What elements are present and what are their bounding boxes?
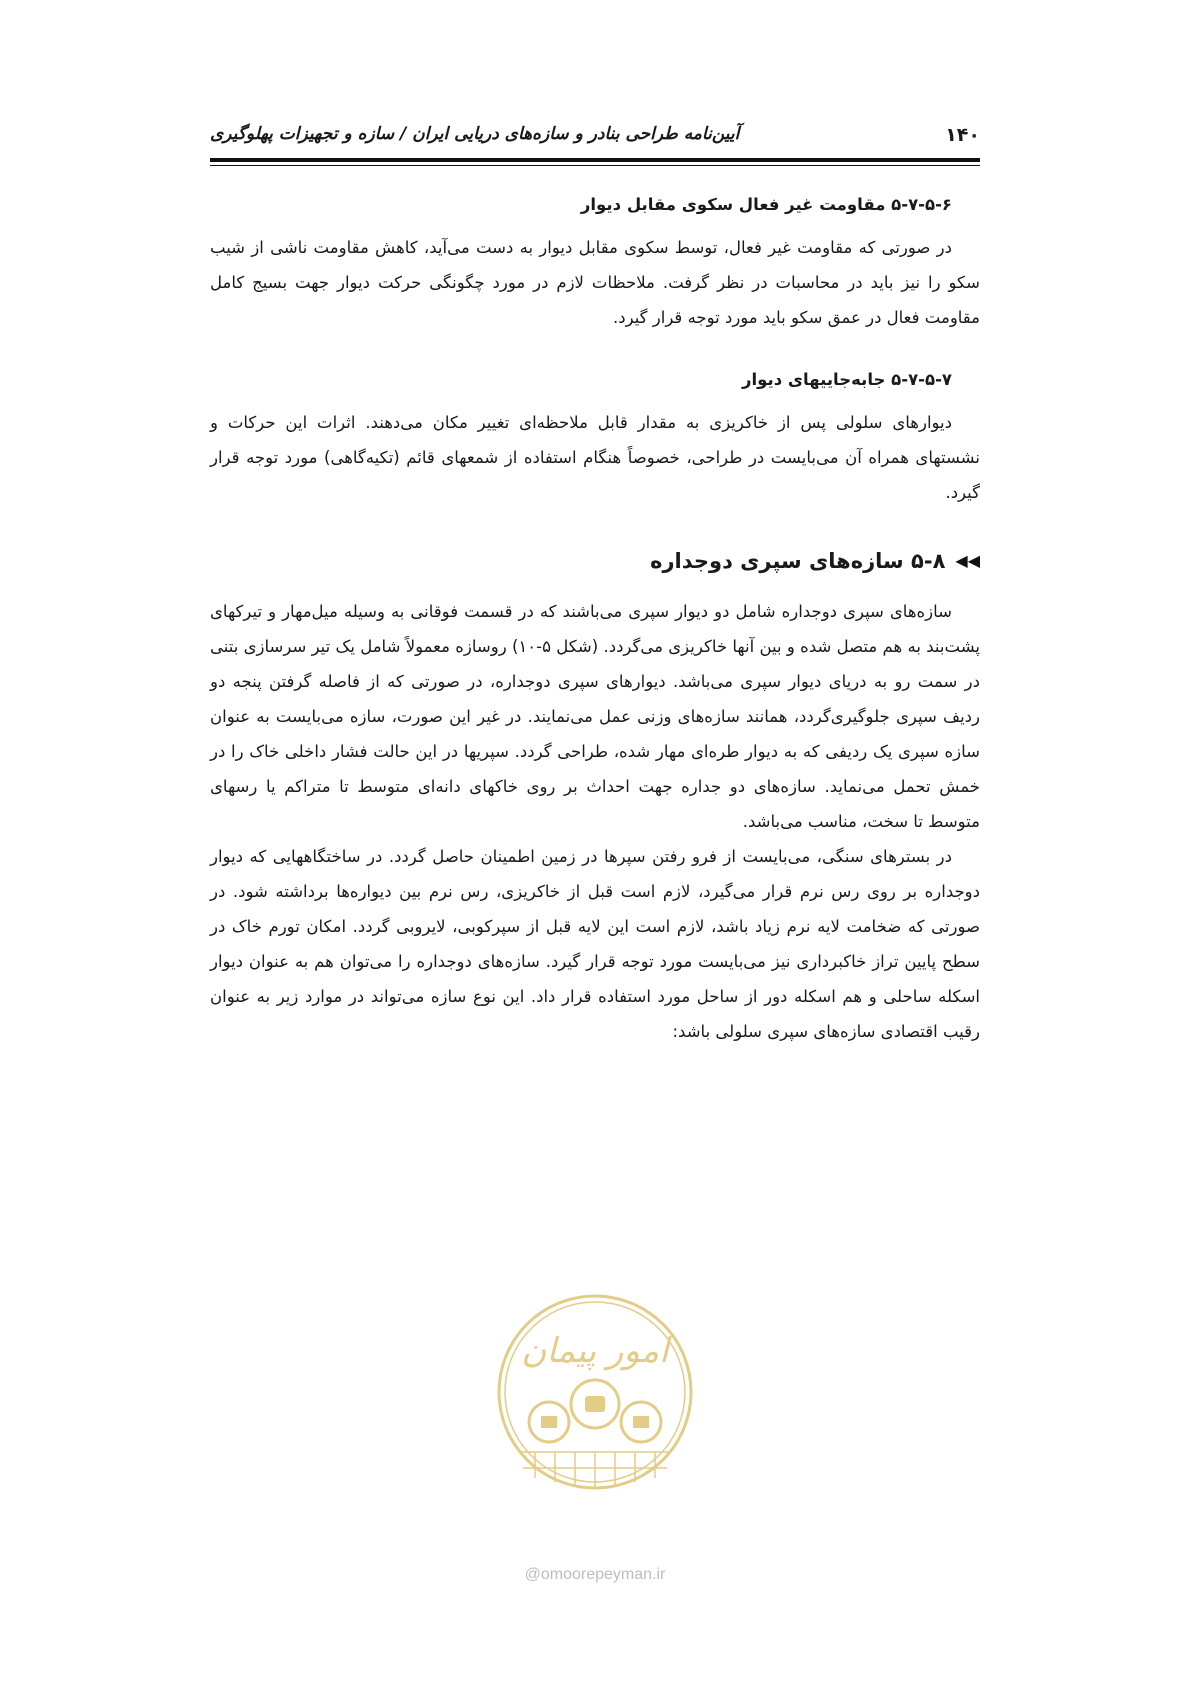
paragraph-double-wall-2: در بسترهای سنگی، می‌بایست از فرو رفتن سپرها در زمین اطمینان حاصل گردد. در ساختگاههایی که دیوار دوجداره بر روی رس نرم قرار می‌گیرد، لازم است قبل از خاکریزی، رس نرم بین دیواره‌ها برداشته شود. در صورتی که ضخامت لایه نرم زیاد باشد، لازم است این لایه قبل از سپرکوبی، لایروبی گردد. امکان تورم خاک در سطح پایین تراز خاکبرداری نیز می‌بایست مورد توجه قرار گیرد. سازه‌های دوجداره را می‌توان هم به عنوان دیوار اسکله ساحلی و هم اسکله دور از ساحل مورد استفاده قرار داد. این نوع سازه می‌تواند در موارد زیر به عنوان رقیب اقتصادی سازه‌های سپری سلولی باشد: (210, 847, 980, 1041)
section-heading-double-wall (210, 544, 980, 578)
subsection-heading-wall-displacement: ۵-۷-۵-۷ جابه‌جاییهای دیوار (742, 370, 952, 389)
paragraph-double-wall-1: سازه‌های سپری دوجداره شامل دو دیوار سپری می‌باشند که در قسمت فوقانی به وسیله میل‌مهار و تیرکهای پشت‌بند به هم متصل شده و بین آنها خاکریزی می‌گردد. (شکل ۵-۱۰) روسازه معمولاً شامل یک تیر سرسازی بتنی در سمت رو به دریای دیوار سپری می‌باشد. دیوارهای سپری دوجداره، در صورتی که از فاصله گرفتن پنجه دو ردیف سپری جلوگیری‌گردد، همانند سازه‌های وزنی عمل می‌نمایند. در غیر این صورت، سازه می‌بایست به عنوان سازه سپری یک ردیفی که به دیوار طره‌ای مهار شده، طراحی گردد. سپریها در این حالت فشار داخلی خاک را در خمش تحمل می‌نماید. سازه‌های دو جداره جهت احداث بر روی خاکهای دانه‌ای متوسط تا متراکم یا رسهای متوسط تا سخت، مناسب می‌باشد. (210, 602, 981, 831)
subsection-heading-passive-resistance: ۵-۷-۵-۶ مقاومت غیر فعال سکوی مقابل دیوار (580, 195, 952, 214)
running-title: آیین‌نامه طراحی بنادر و سازه‌های دریایی ایران / سازه و تجهیزات پهلوگیری (210, 124, 740, 144)
double-arrow-marker-icon: ◀◀ (955, 551, 980, 570)
page-body (210, 178, 980, 1049)
header-rule-thick (210, 158, 980, 162)
section-heading-text: ۵-۸ سازه‌های سپری دوجداره (650, 549, 946, 573)
watermark-logo (491, 1292, 699, 1592)
watermark-url: @omoorepeyman.ir (524, 1566, 666, 1583)
paragraph-passive-resistance: در صورتی که مقاومت غیر فعال، توسط سکوی مقابل دیوار به دست می‌آید، کاهش مقاومت ناشی از شیب سکو را نیز باید در محاسبات در نظر گرفت. ملاحظات لازم در مورد چگونگی حرکت دیوار جهت بسیج کامل مقاومت فعال در عمق سکو باید مورد توجه قرار گیرد. (210, 238, 980, 327)
paragraph-wall-displacement: دیوارهای سلولی پس از خاکریزی به مقدار قابل ملاحظه‌ای تغییر مکان می‌دهند. اثرات این حرکات و نشستهای همراه آن می‌بایست در طراحی، خصوصاً هنگام استفاده از شمعهای قائم (تکیه‌گاهی) مورد توجه قرار گیرد. (210, 413, 980, 502)
gears-emblem-icon (491, 1292, 699, 1562)
page-number: ۱۴۰ (945, 124, 980, 146)
header-rule-thin (210, 165, 980, 166)
page-header (210, 124, 980, 154)
logo-text: امور پیمان (521, 1331, 669, 1371)
